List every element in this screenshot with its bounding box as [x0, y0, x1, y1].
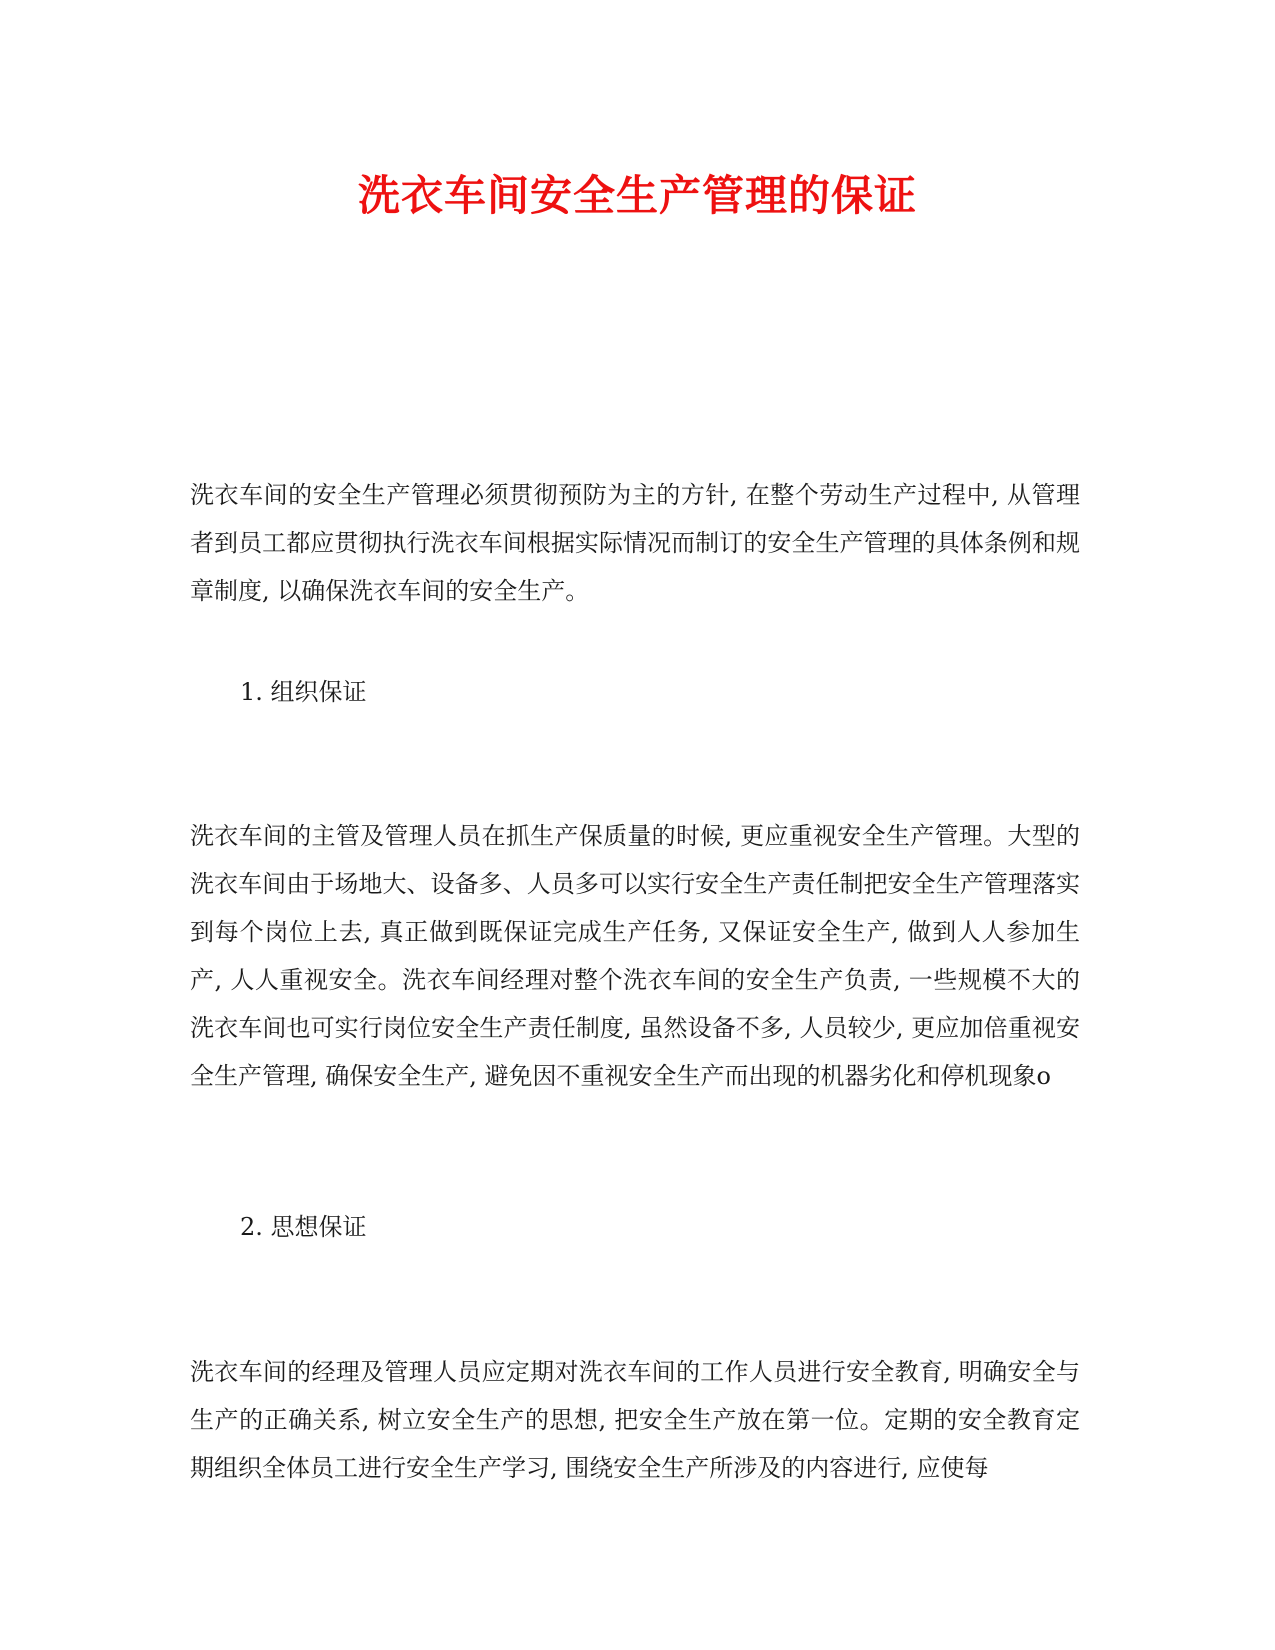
intro-paragraph: 洗衣车间的安全生产管理必须贯彻预防为主的方针, 在整个劳动生产过程中, 从管理者到员工都应贯彻执行洗衣车间根据实际情况而制订的安全生产管理的具体条例和规章制度, 以确保洗衣车间的安全生产。	[190, 481, 1080, 605]
document-title: 洗衣车间安全生产管理的保证	[357, 171, 917, 220]
section-body-organization: 洗衣车间的主管及管理人员在抓生产保质量的时候, 更应重视安全生产管理。大型的洗衣车间由于场地大、设备多、人员多可以实行安全生产责任制把安全生产管理落实到每个岗位上去, 真正做到既保证完成生产任务, 又保证安全生产, 做到人人参加生产, 人人重视安全。洗衣车间经理对整个洗衣车间的安全生产负责, 一些规模不大的洗衣车间也可实行岗位安全生产责任制度, 虽然设备不多, 人员较少, 更应加倍重视安全生产管理, 确保安全生产, 避免因不重视安全生产而出现的机器劣化和停机现象o	[190, 822, 1080, 1090]
section-body-ideology: 洗衣车间的经理及管理人员应定期对洗衣车间的工作人员进行安全教育, 明确安全与生产的正确关系, 树立安全生产的思想, 把安全生产放在第一位。定期的安全教育定期组织全体员工进行安全生产学习, 围绕安全生产所涉及的内容进行, 应使每	[190, 1358, 1080, 1482]
section-heading-ideology: 2. 思想保证	[240, 1213, 367, 1241]
section-heading-organization: 1. 组织保证	[240, 678, 367, 706]
